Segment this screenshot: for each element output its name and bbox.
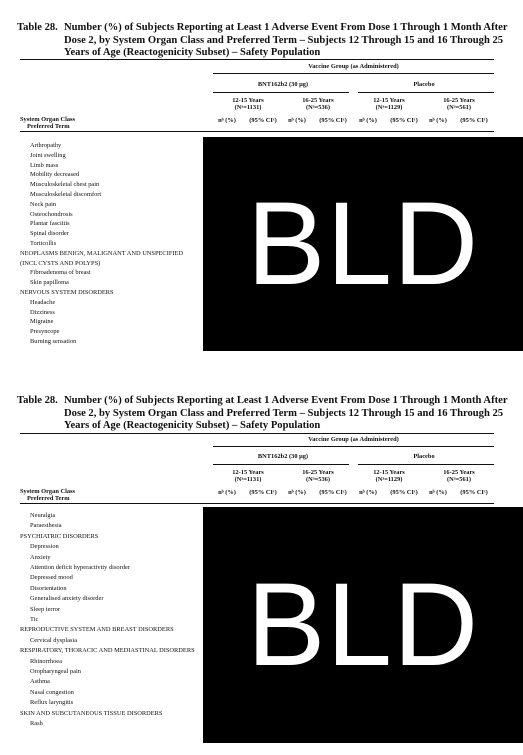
table-caption: Number (%) of Subjects Reporting at Least 1 Adverse Event From Dose 1 Through 1 Month After Dose 2, by System Organ Class and Preferred Term – Subjects 12 Through 15 and 16 Through 25 Years of Age (Reactogenicity Subset) – Safety Population	[64, 22, 508, 59]
n-header-3: (Nᵃ=1129)	[375, 104, 403, 111]
preferred-term-row: Arthropathy	[30, 142, 62, 149]
table-caption: Number (%) of Subjects Reporting at Least 1 Adverse Event From Dose 1 Through 1 Month After Dose 2, by System Organ Class and Preferred Term – Subjects 12 Through 15 and 16 Through 25 Years of Age (Reactogenicity Subset) – Safety Population	[64, 395, 508, 432]
pt-header: Preferred Term	[27, 123, 70, 130]
vaccine-group-header: Vaccine Group (as Administered)	[308, 436, 399, 443]
col-n-4: nᵇ (%)	[429, 117, 447, 124]
preferred-term-row: Limb mass	[30, 161, 59, 169]
preferred-term-row: Burning sensation	[30, 338, 77, 345]
preferred-term-row: Rash	[30, 720, 43, 727]
n-header-1: (Nᵃ=1131)	[234, 104, 262, 111]
preferred-term-row: Generalised anxiety disorder	[30, 595, 104, 603]
header-bottom-rule	[20, 503, 494, 504]
n-header-4: (Nᵃ=561)	[447, 104, 471, 111]
col-ci-3: (95% CIᶜ)	[390, 489, 418, 496]
preferred-term-row: Attention deficit hyperactivity disorder	[30, 564, 130, 571]
group-rule-bnt	[213, 92, 349, 93]
vaccine-group-rule	[213, 73, 494, 74]
redaction-box: BLD	[203, 137, 523, 351]
group-header-bnt: BNT162b2 (30 μg)	[257, 453, 309, 460]
preferred-term-row: Presyncope	[30, 328, 60, 336]
age-header-2: 16-25 Years	[302, 469, 334, 476]
header-bottom-rule	[20, 131, 494, 132]
preferred-term-row: Depressed mood	[30, 574, 73, 582]
soc-category-row: NERVOUS SYSTEM DISORDERS	[20, 289, 114, 296]
preferred-term-row: Neuralgia	[30, 512, 56, 519]
preferred-term-row: Osteochondrosis	[30, 210, 73, 218]
preferred-term-row: Torticollis	[30, 240, 57, 247]
preferred-term-row: Spinal disorder	[30, 230, 69, 238]
preferred-term-row: Skin papilloma	[30, 279, 69, 287]
preferred-term-row: Disorientation	[30, 584, 67, 592]
preferred-term-row: Joint swelling	[30, 151, 66, 159]
group-header-placebo: Placebo	[413, 81, 435, 88]
preferred-term-row: Asthma	[30, 678, 50, 686]
group-rule-bnt	[213, 464, 349, 465]
soc-header: System Organ Class	[20, 488, 76, 495]
group-rule-placebo	[358, 92, 494, 93]
table-number: Table 28.	[17, 395, 58, 406]
col-n-3: nᵇ (%)	[359, 117, 377, 124]
soc-category-row: RESPIRATORY, THORACIC AND MEDIASTINAL DISORDERS	[20, 647, 195, 655]
preferred-term-row: Musculoskeletal discomfort	[30, 191, 102, 198]
col-n-1: nᵇ (%)	[218, 489, 236, 496]
col-ci-1: (95% CIᶜ)	[249, 489, 277, 496]
col-n-4: nᵇ (%)	[429, 489, 447, 496]
preferred-term-row: Paraesthesia	[30, 522, 62, 530]
age-header-3: 12-15 Years	[373, 469, 405, 476]
preferred-term-row: Depression	[30, 543, 59, 551]
col-ci-2: (95% CIᶜ)	[319, 117, 347, 124]
soc-category-row: SKIN AND SUBCUTANEOUS TISSUE DISORDERS	[20, 709, 163, 717]
col-n-2: nᵇ (%)	[288, 117, 306, 124]
preferred-term-row: Dizziness	[30, 308, 55, 316]
preferred-term-row: Headache	[30, 298, 56, 306]
preferred-term-row: Anxiety	[30, 553, 51, 561]
table-top-rule	[20, 433, 494, 434]
soc-category-row: (INCL CYSTS AND POLYPS)	[20, 259, 101, 267]
preferred-term-row: Mobility decreased	[30, 171, 80, 179]
redaction-box: BLD	[203, 507, 523, 743]
col-ci-4: (95% CIᶜ)	[460, 489, 488, 496]
preferred-term-row: Cervical dysplasia	[30, 636, 78, 644]
preferred-term-row: Tic	[30, 616, 39, 623]
table-panel-1	[0, 0, 523, 360]
col-n-2: nᵇ (%)	[288, 489, 306, 496]
preferred-term-row: Rhinorrhoea	[30, 657, 62, 665]
soc-category-row: PSYCHIATRIC DISORDERS	[20, 532, 99, 540]
age-header-1: 12-15 Years	[232, 469, 264, 476]
col-n-1: nᵇ (%)	[218, 117, 236, 124]
preferred-term-row: Fibroadenoma of breast	[30, 269, 91, 277]
preferred-term-row: Oropharyngeal pain	[30, 668, 81, 675]
soc-category-row: REPRODUCTIVE SYSTEM AND BREAST DISORDERS	[20, 626, 174, 634]
col-ci-1: (95% CIᶜ)	[249, 117, 277, 124]
col-ci-4: (95% CIᶜ)	[460, 117, 488, 124]
preferred-term-row: Reflux laryngitis	[30, 699, 74, 707]
pt-header: Preferred Term	[27, 495, 70, 502]
preferred-term-row: Migraine	[30, 318, 54, 326]
col-ci-3: (95% CIᶜ)	[390, 117, 418, 124]
n-header-2: (Nᵃ=536)	[306, 104, 330, 111]
n-header-1: (Nᵃ=1131)	[234, 476, 262, 483]
age-header-1: 12-15 Years	[232, 97, 264, 104]
soc-category-row: NEOPLASMS BENIGN, MALIGNANT AND UNSPECIFIED	[20, 249, 184, 257]
age-header-4: 16-25 Years	[443, 469, 475, 476]
group-header-bnt: BNT162b2 (30 μg)	[257, 81, 309, 88]
table-number: Table 28.	[17, 22, 58, 33]
vaccine-group-header: Vaccine Group (as Administered)	[308, 63, 399, 70]
group-rule-placebo	[358, 464, 494, 465]
group-header-placebo: Placebo	[413, 453, 435, 460]
preferred-term-row: Neck pain	[30, 200, 57, 208]
table-panel-2	[0, 378, 523, 755]
col-n-3: nᵇ (%)	[359, 489, 377, 496]
table-top-rule	[20, 59, 494, 60]
vaccine-group-rule	[213, 446, 494, 447]
age-header-4: 16-25 Years	[443, 97, 475, 104]
n-header-4: (Nᵃ=561)	[447, 476, 471, 483]
col-ci-2: (95% CIᶜ)	[319, 489, 347, 496]
preferred-term-row: Plantar fasciitis	[30, 220, 70, 228]
n-header-2: (Nᵃ=536)	[306, 476, 330, 483]
soc-header: System Organ Class	[20, 116, 76, 123]
age-header-2: 16-25 Years	[302, 97, 334, 104]
n-header-3: (Nᵃ=1129)	[375, 476, 403, 483]
preferred-term-row: Musculoskeletal chest pain	[30, 181, 100, 189]
preferred-term-row: Nasal congestion	[30, 688, 74, 696]
preferred-term-row: Sleep terror	[30, 605, 60, 613]
age-header-3: 12-15 Years	[373, 97, 405, 104]
